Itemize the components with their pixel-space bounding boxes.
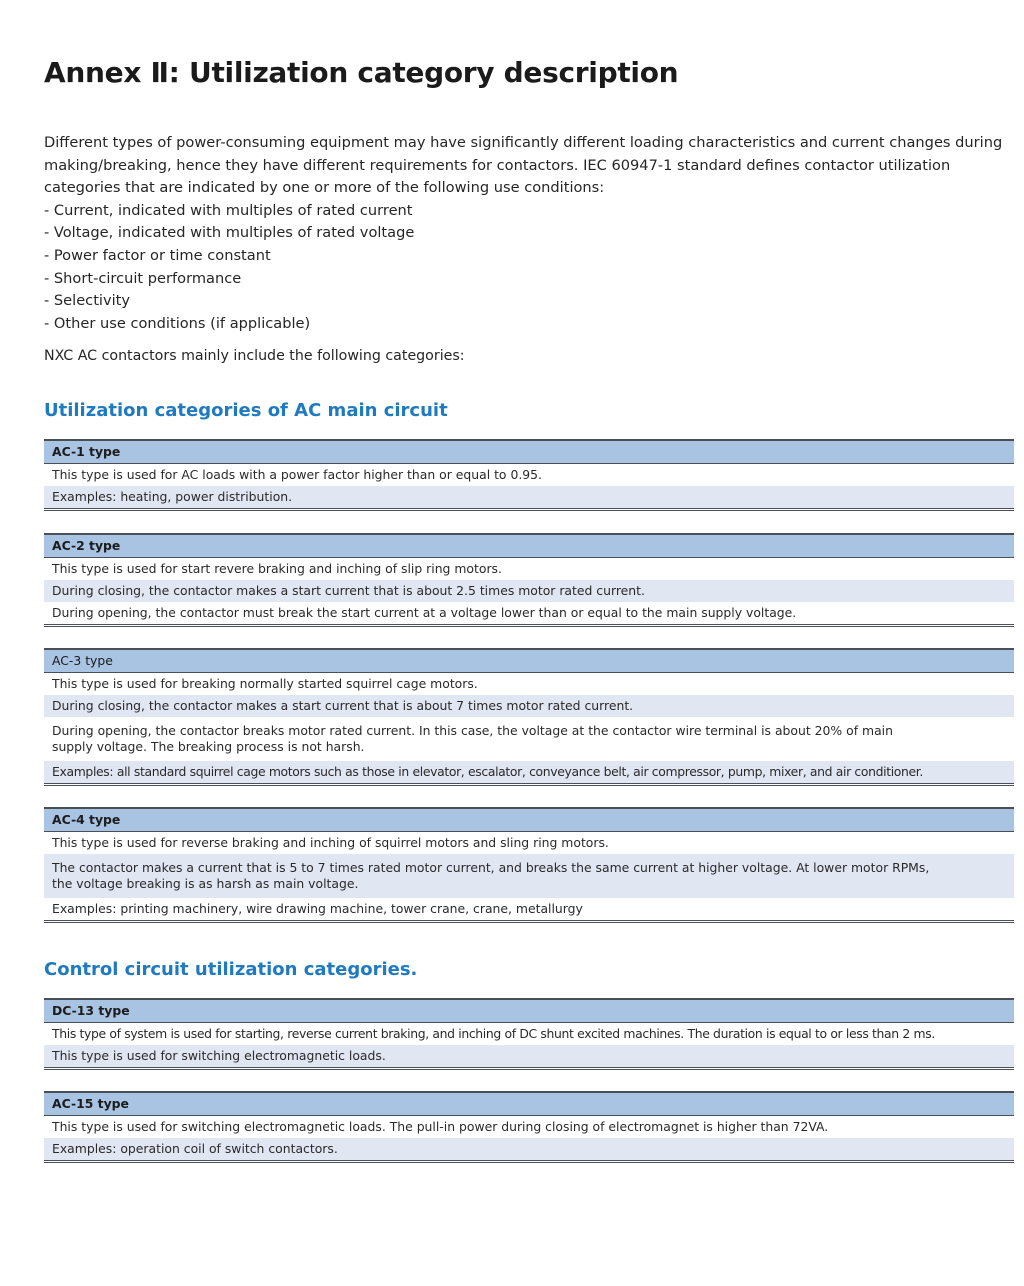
table-row: This type of system is used for starting, reverse current braking, and inching of DC shunt excited machines. The duration is equal to or less than 2 ms. xyxy=(52,1026,935,1041)
table-row: This type is used for reverse braking and inching of squirrel motors and sling ring motors. xyxy=(52,835,609,850)
table-row: During closing, the contactor makes a start current that is about 2.5 times motor rated current. xyxy=(44,580,1014,602)
section-heading-control: Control circuit utilization categories. xyxy=(44,959,418,980)
table-row: This type is used for switching electromagnetic loads. The pull-in power during closing of electromagnet is higher than 72VA. xyxy=(52,1119,829,1134)
table-row: During opening, the contactor breaks motor rated current. In this case, the voltage at the contactor wire terminal is about 20% of main supply voltage. The breaking process is not harsh. xyxy=(52,723,893,754)
page-title: Annex Ⅱ: Utilization category description xyxy=(44,56,679,89)
table-header: AC-2 type xyxy=(44,535,1014,558)
table-row: Examples: printing machinery, wire drawing machine, tower crane, crane, metallurgy xyxy=(52,901,583,916)
table-row: The contactor makes a current that is 5 to 7 times rated motor current, and breaks the same current at higher voltage. At lower motor RPMs, the voltage breaking is as harsh as main voltage. xyxy=(44,854,1014,898)
table-row: This type is used for switching electromagnetic loads. xyxy=(44,1045,1014,1067)
table-header: AC-4 type xyxy=(44,809,1014,832)
table-ac-2 xyxy=(44,533,1014,627)
condition-item: - Short-circuit performance xyxy=(44,269,242,287)
table-row: This type is used for AC loads with a power factor higher than or equal to 0.95. xyxy=(52,467,542,482)
condition-item: - Power factor or time constant xyxy=(44,246,271,264)
table-row: Examples: all standard squirrel cage motors such as those in elevator, escalator, conveyance belt, air compressor, pump, mixer, and air conditioner. xyxy=(44,761,1014,783)
table-header: AC-15 type xyxy=(44,1093,1014,1116)
section-heading-ac-main: Utilization categories of AC main circuit xyxy=(44,400,448,421)
table-row: During closing, the contactor makes a start current that is about 7 times motor rated current. xyxy=(44,695,1014,717)
condition-item: - Current, indicated with multiples of rated current xyxy=(44,201,413,219)
table-row: This type is used for start revere braking and inching of slip ring motors. xyxy=(52,561,502,576)
intro xyxy=(44,132,1014,335)
table-ac-4 xyxy=(44,807,1014,923)
table-dc-13 xyxy=(44,998,1014,1070)
table-row: Examples: heating, power distribution. xyxy=(44,486,1014,508)
table-row: This type is used for breaking normally started squirrel cage motors. xyxy=(52,676,478,691)
condition-item: - Selectivity xyxy=(44,292,131,310)
table-ac-1 xyxy=(44,439,1014,511)
table-ac-15 xyxy=(44,1091,1014,1163)
table-header: AC-3 type xyxy=(44,650,1014,673)
condition-item: - Voltage, indicated with multiples of rated voltage xyxy=(44,224,415,242)
nxc-intro-line: NXC AC contactors mainly include the following categories: xyxy=(44,348,465,364)
table-ac-3 xyxy=(44,648,1014,786)
intro-paragraph: Different types of power-consuming equipment may have significantly different loading characteristics and current changes during making/breaking, hence they have different requirements for contactors. IEC 60947-1 standard defines contactor utilization categories that are indicated by one or more of the following use conditions: xyxy=(44,134,1003,197)
table-row: Examples: operation coil of switch contactors. xyxy=(44,1138,1014,1160)
table-header: AC-1 type xyxy=(44,441,1014,464)
table-header: DC-13 type xyxy=(44,1000,1014,1023)
table-row: During opening, the contactor must break the start current at a voltage lower than or equal to the main supply voltage. xyxy=(52,605,797,620)
condition-item: - Other use conditions (if applicable) xyxy=(44,314,311,332)
